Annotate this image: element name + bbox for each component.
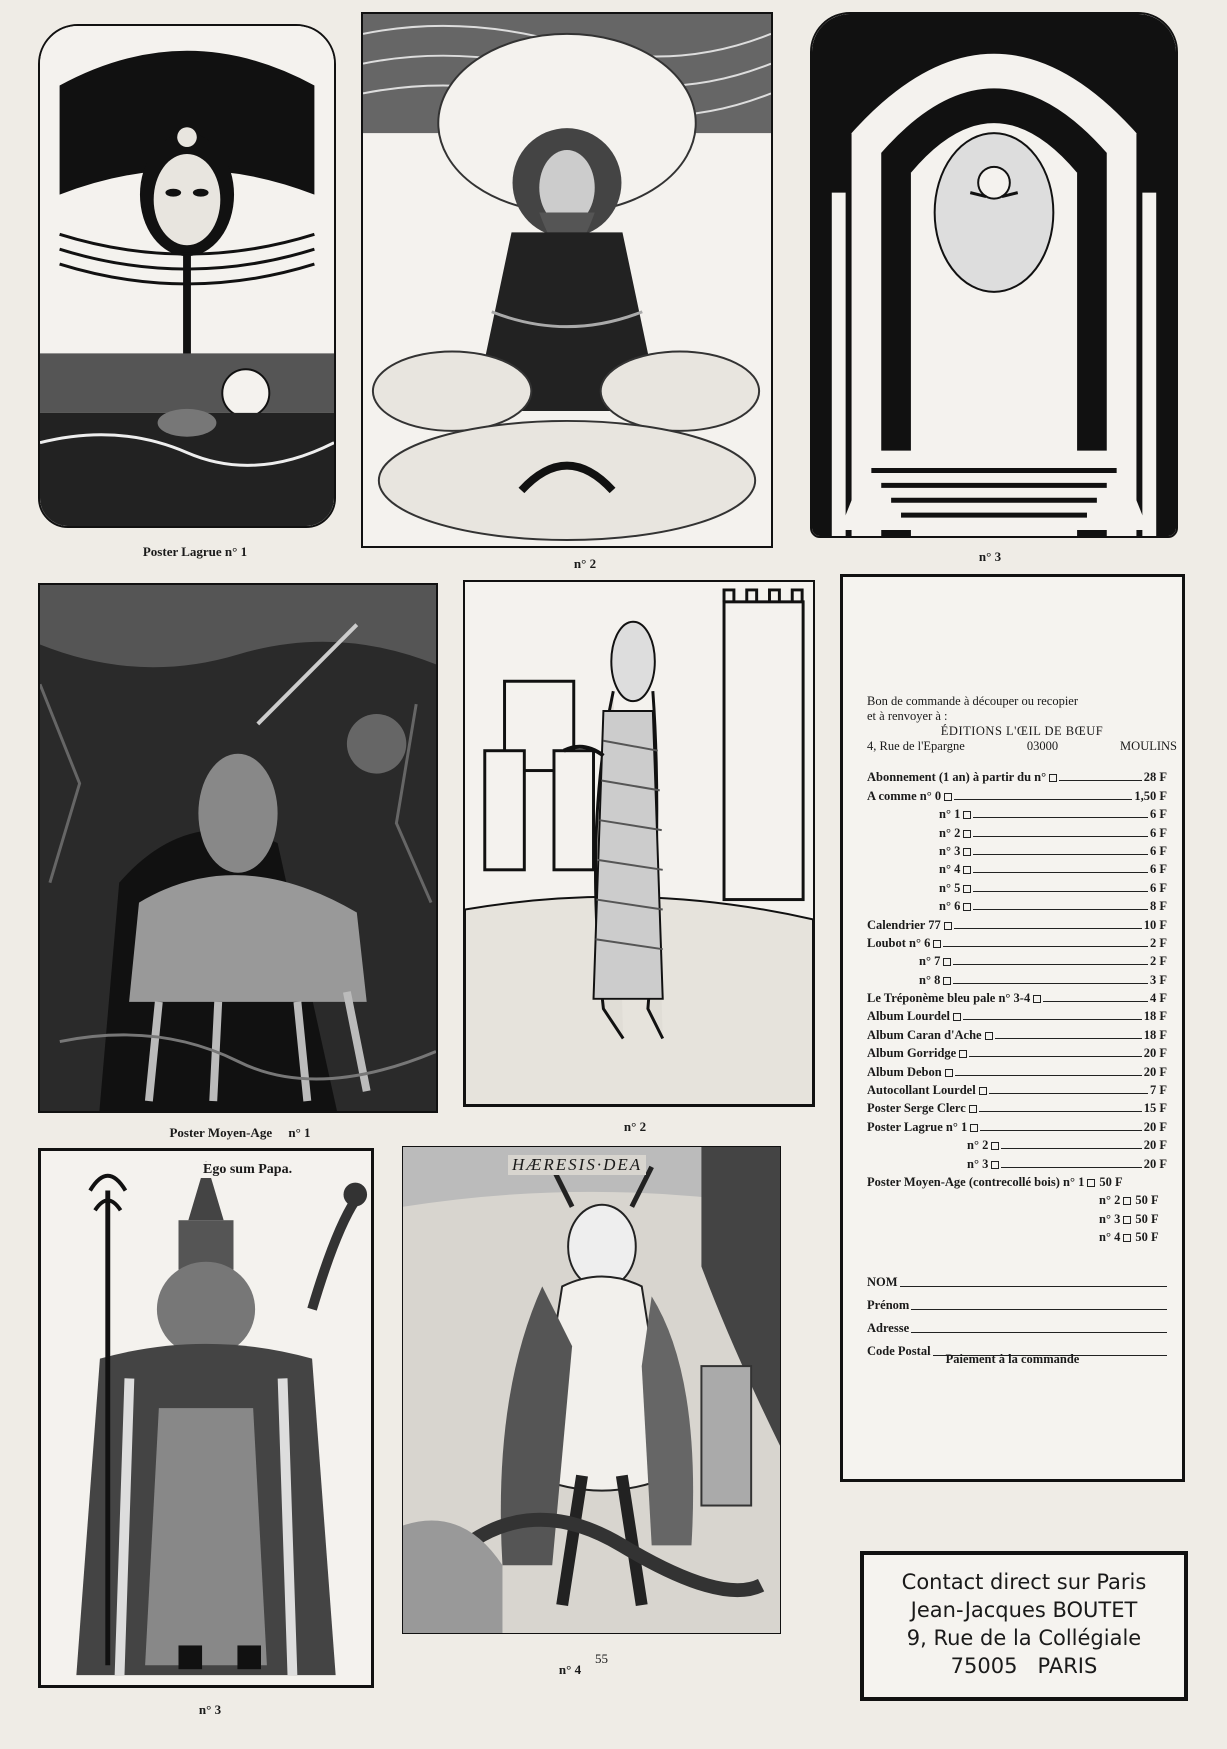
caption-poster-lagrue-3: n° 3 <box>978 549 1002 564</box>
order-item <box>867 1006 1167 1024</box>
order-item-label: Autocollant Lourdel <box>867 1083 976 1098</box>
order-item-price: 10 F <box>1143 917 1167 932</box>
order-item-price: 50 F <box>1099 1174 1123 1189</box>
order-item-checkbox[interactable] <box>953 1013 961 1021</box>
order-item-price: 6 F <box>1149 807 1167 822</box>
order-item-price: 50 F <box>1135 1193 1159 1208</box>
order-item <box>867 1208 1167 1226</box>
order-item-label: n° 3 <box>967 1156 989 1171</box>
contact-line3: 9, Rue de la Collégiale <box>906 1626 1142 1650</box>
poster-lagrue-3-illustration <box>810 12 1178 538</box>
order-item <box>867 1190 1167 1208</box>
order-item-label: Loubot n° 6 <box>867 935 931 950</box>
contact-box <box>860 1551 1188 1701</box>
order-item-checkbox[interactable] <box>1123 1234 1131 1242</box>
order-item-price: 6 F <box>1149 843 1167 858</box>
order-item-label: Album Gorridge <box>867 1046 957 1061</box>
order-item-checkbox[interactable] <box>1087 1179 1095 1187</box>
code-postal-label: Code Postal <box>867 1344 931 1358</box>
order-item <box>867 1061 1167 1079</box>
order-item <box>867 1116 1167 1134</box>
order-item-price: 20 F <box>1143 1046 1167 1061</box>
order-item <box>867 1043 1167 1061</box>
order-item-price: 4 F <box>1149 991 1167 1006</box>
poster-lagrue-2-illustration <box>361 12 773 548</box>
inscription-haeresis-dea: HÆRESIS·DEA <box>508 1155 646 1175</box>
caption-poster-lagrue-1: Poster Lagrue n° 1 <box>142 544 248 559</box>
order-item <box>867 804 1167 822</box>
order-item-checkbox[interactable] <box>991 1142 999 1150</box>
order-item-label: Calendrier 77 <box>867 917 941 932</box>
contact-line2: Jean-Jacques BOUTET <box>910 1598 1138 1622</box>
poster-moyen-age-1-illustration <box>38 583 438 1113</box>
order-item-checkbox[interactable] <box>985 1032 993 1040</box>
order-item <box>867 933 1167 951</box>
order-item-label: n° 2 <box>1099 1193 1121 1208</box>
poster-lagrue-1-illustration <box>38 24 336 528</box>
order-item-label: n° 4 <box>939 862 961 877</box>
order-item <box>867 785 1167 803</box>
order-item-price: 2 F <box>1149 954 1167 969</box>
order-item-checkbox[interactable] <box>943 958 951 966</box>
order-item-label: n° 1 <box>939 807 961 822</box>
order-form-fields <box>867 1267 1167 1359</box>
order-item-label: n° 4 <box>1099 1230 1121 1245</box>
page-number: 55 <box>595 1651 608 1666</box>
order-item-label: Abonnement (1 an) à partir du n° <box>867 770 1047 785</box>
order-item <box>867 1227 1167 1245</box>
prenom-label: Prénom <box>867 1298 910 1312</box>
payment-note: Paiement à la commande <box>945 1352 1080 1366</box>
adresse-field[interactable] <box>867 1313 1167 1336</box>
poster-moyen-age-4-illustration <box>402 1146 781 1634</box>
order-item <box>867 1172 1167 1190</box>
contact-line4: 75005 PARIS <box>950 1654 1098 1678</box>
order-item-price: 1,50 F <box>1134 788 1167 803</box>
order-item-checkbox[interactable] <box>963 811 971 819</box>
contact-line1: Contact direct sur Paris <box>901 1570 1147 1594</box>
order-item <box>867 1024 1167 1042</box>
order-item <box>867 822 1167 840</box>
prenom-field[interactable] <box>867 1290 1167 1313</box>
order-item-price: 7 F <box>1149 1083 1167 1098</box>
caption-poster-moyen-age-3: n° 3 <box>198 1702 222 1717</box>
order-form-address <box>867 739 1177 754</box>
order-item-price: 18 F <box>1143 1027 1167 1042</box>
caption-moyen-age-1-number: n° 1 <box>288 1125 311 1140</box>
order-form-address-zip: 03000 <box>1026 739 1059 753</box>
order-item-label: Poster Serge Clerc <box>867 1101 966 1116</box>
order-item-label: Album Caran d'Ache <box>867 1027 982 1042</box>
nom-label: NOM <box>867 1275 898 1289</box>
caption-poster-moyen-age-1 <box>140 1125 340 1141</box>
order-item-price: 20 F <box>1143 1156 1167 1171</box>
caption-poster-moyen-age-2: n° 2 <box>623 1119 647 1134</box>
order-item-label: n° 7 <box>919 954 941 969</box>
order-item-label: Album Debon <box>867 1064 942 1079</box>
order-item <box>867 914 1167 932</box>
order-form-intro-line2: et à renvoyer à : <box>867 709 948 723</box>
order-form-address-city: MOULINS <box>1120 739 1177 753</box>
order-item-checkbox[interactable] <box>963 830 971 838</box>
order-item <box>867 767 1167 785</box>
order-item <box>867 896 1167 914</box>
order-item-checkbox[interactable] <box>969 1105 977 1113</box>
order-item-checkbox[interactable] <box>944 793 952 801</box>
order-form-items <box>867 767 1167 1245</box>
order-item-checkbox[interactable] <box>979 1087 987 1095</box>
order-item-price: 3 F <box>1149 972 1167 987</box>
order-item-label: Album Lourdel <box>867 1009 951 1024</box>
caption-poster-lagrue-2: n° 2 <box>573 556 597 571</box>
order-item-checkbox[interactable] <box>963 866 971 874</box>
order-item-label: Poster Lagrue n° 1 <box>867 1119 968 1134</box>
order-item-label: n° 8 <box>919 972 941 987</box>
order-item <box>867 1135 1167 1153</box>
order-item-price: 20 F <box>1143 1064 1167 1079</box>
caption-moyen-age-1-label: Poster Moyen-Age <box>169 1125 273 1140</box>
order-item-label: n° 5 <box>939 880 961 895</box>
order-item-label: n° 3 <box>939 843 961 858</box>
order-item-label: A comme n° 0 <box>867 788 942 803</box>
order-item-checkbox[interactable] <box>963 848 971 856</box>
order-item <box>867 988 1167 1006</box>
order-item-price: 20 F <box>1143 1138 1167 1153</box>
order-item-price: 18 F <box>1143 1009 1167 1024</box>
order-item-checkbox[interactable] <box>1123 1216 1131 1224</box>
order-item-label: n° 3 <box>1099 1211 1121 1226</box>
order-item-price: 2 F <box>1149 935 1167 950</box>
order-form <box>840 574 1185 1482</box>
order-item <box>867 859 1167 877</box>
order-item-checkbox[interactable] <box>963 885 971 893</box>
order-item <box>867 877 1167 895</box>
order-item-price: 50 F <box>1135 1230 1159 1245</box>
order-item-price: 15 F <box>1143 1101 1167 1116</box>
inscription-ego-sum-papa: Ego sum Papa. <box>200 1162 295 1178</box>
order-form-address-street: 4, Rue de l'Epargne <box>867 739 965 753</box>
order-item-label: n° 2 <box>967 1138 989 1153</box>
order-item-checkbox[interactable] <box>1049 774 1057 782</box>
caption-poster-moyen-age-4: n° 4 <box>558 1662 582 1677</box>
order-item-checkbox[interactable] <box>1123 1197 1131 1205</box>
order-item-price: 50 F <box>1135 1211 1159 1226</box>
adresse-label: Adresse <box>867 1321 910 1335</box>
order-item-checkbox[interactable] <box>944 922 952 930</box>
order-item-price: 6 F <box>1149 880 1167 895</box>
order-item <box>867 969 1167 987</box>
order-item-checkbox[interactable] <box>933 940 941 948</box>
order-item-checkbox[interactable] <box>943 977 951 985</box>
order-item-label: Le Tréponème bleu pale n° 3-4 <box>867 991 1031 1006</box>
order-form-publisher: ÉDITIONS L'ŒIL DE BŒUF <box>940 724 1104 738</box>
order-item-price: 6 F <box>1149 825 1167 840</box>
order-item-price: 6 F <box>1149 862 1167 877</box>
poster-moyen-age-3-illustration <box>38 1148 374 1688</box>
order-item-label: n° 2 <box>939 825 961 840</box>
order-item-checkbox[interactable] <box>970 1124 978 1132</box>
order-item <box>867 1080 1167 1098</box>
order-item <box>867 951 1167 969</box>
order-item-label: Poster Moyen-Age (contrecollé bois) n° 1 <box>867 1174 1085 1189</box>
poster-moyen-age-2-illustration <box>463 580 815 1107</box>
order-item-price: 20 F <box>1143 1119 1167 1134</box>
nom-field[interactable] <box>867 1267 1167 1290</box>
order-item <box>867 841 1167 859</box>
order-item-price: 8 F <box>1149 899 1167 914</box>
order-item-price: 28 F <box>1143 770 1167 785</box>
order-item-checkbox[interactable] <box>991 1161 999 1169</box>
order-form-intro <box>867 694 1177 754</box>
order-item <box>867 1153 1167 1171</box>
order-item <box>867 1098 1167 1116</box>
order-item-checkbox[interactable] <box>945 1069 953 1077</box>
order-item-checkbox[interactable] <box>963 903 971 911</box>
order-item-label: n° 6 <box>939 899 961 914</box>
order-form-intro-line1: Bon de commande à découper ou recopier <box>867 694 1079 708</box>
order-item-checkbox[interactable] <box>959 1050 967 1058</box>
order-item-checkbox[interactable] <box>1033 995 1041 1003</box>
